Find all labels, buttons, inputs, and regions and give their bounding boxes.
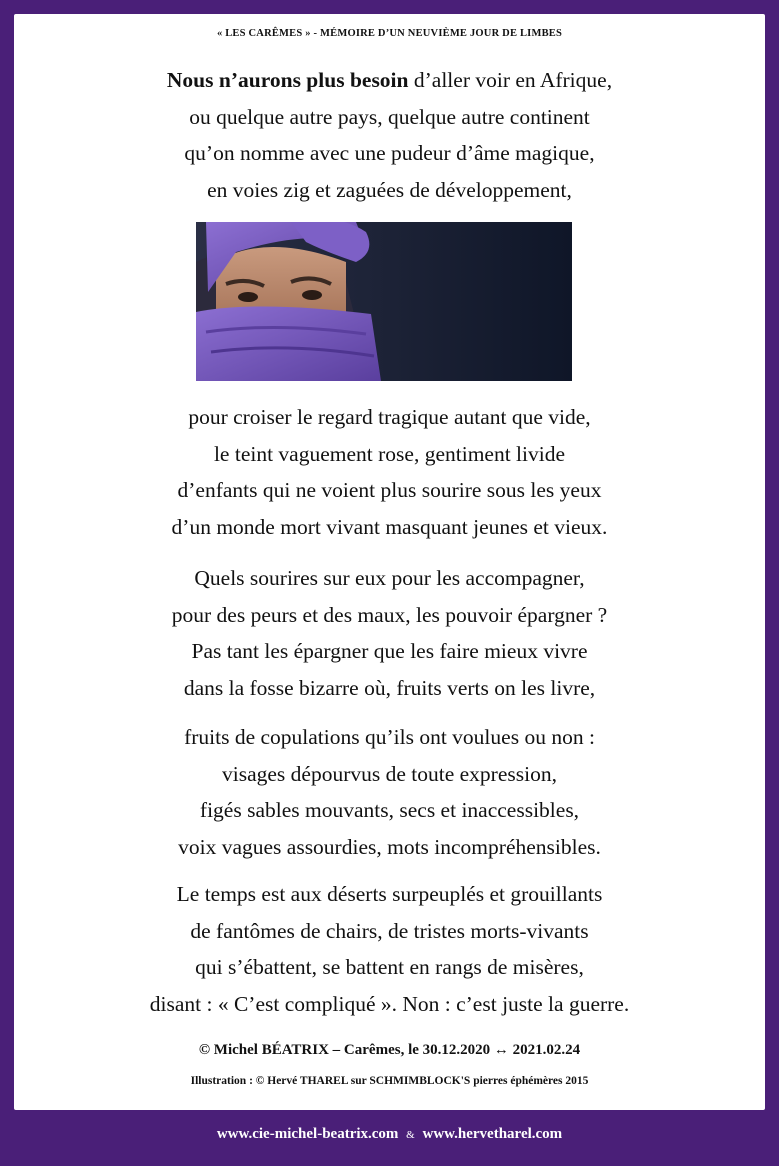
- poem-line: qu’on nomme avec une pudeur d’âme magique,: [184, 141, 595, 165]
- poem-line: en voies zig et zaguées de développement,: [207, 177, 572, 202]
- poem-card: [14, 14, 765, 1110]
- ampersand: &: [406, 1129, 415, 1141]
- poem-line: ou quelque autre pays, quelque autre continent: [189, 104, 590, 129]
- website-link-hervetharel[interactable]: www.hervetharel.com: [422, 1126, 563, 1142]
- poem-opening-rest: d’aller voir en Afrique,: [408, 68, 613, 92]
- poem-line: dans la fosse bizarre où, fruits verts on les livre,: [183, 675, 596, 700]
- copyright-line: © Michel BÉATRIX – Carêmes, le 30.12.2020 ↔ 2021.02.24: [198, 1042, 581, 1058]
- footer-links: [0, 1126, 779, 1143]
- poem-line: le teint vaguement rose, gentiment livide: [213, 441, 566, 466]
- masked-face-illustration: [196, 222, 572, 381]
- poem-line: Pas tant les épargner que les faire mieux vivre: [191, 639, 588, 663]
- poem-line: visages dépourvus de toute expression,: [222, 761, 557, 786]
- poem-line: figés sables mouvants, secs et inaccessibles,: [199, 798, 580, 822]
- stanza-4: [14, 719, 765, 865]
- illustration-photo: [196, 222, 572, 381]
- poem-line: Quels sourires sur eux pour les accompagner,: [194, 566, 585, 590]
- stanza-3: [14, 560, 765, 706]
- website-link-cie-michel-beatrix[interactable]: www.cie-michel-beatrix.com: [216, 1126, 399, 1142]
- stanza-1: [14, 62, 765, 208]
- stanza-2: [14, 399, 765, 545]
- poem-line: voix vagues assourdies, mots incompréhensibles.: [178, 834, 601, 859]
- poem-line: d’enfants qui ne voient plus sourire sous les yeux: [177, 478, 602, 502]
- illustration-credit: Illustration : © Hervé THAREL sur SCHMIMBLOCK'S pierres éphémères 2015: [190, 1075, 589, 1087]
- poem-opening-bold: Nous n’aurons plus besoin: [166, 68, 409, 92]
- poem-line: fruits de copulations qu’ils ont voulues ou non :: [184, 725, 595, 749]
- poem-line: d’un monde mort vivant masquant jeunes et vieux.: [171, 514, 608, 539]
- poem-line: pour croiser le regard tragique autant que vide,: [188, 405, 591, 429]
- poem-line: disant : « C’est compliqué ». Non : c’est juste la guerre.: [149, 991, 630, 1016]
- page-header: « LES CARÊMES » - MÉMOIRE D’UN NEUVIÈME JOUR DE LIMBES: [216, 28, 563, 39]
- poem-line: pour des peurs et des maux, les pouvoir épargner ?: [171, 602, 608, 627]
- poem-line: Le temps est aux déserts surpeuplés et grouillants: [176, 882, 603, 906]
- poem-line: qui s’ébattent, se battent en rangs de misères,: [195, 955, 584, 979]
- poem-line: [14, 62, 765, 99]
- poem-line: de fantômes de chairs, de tristes morts-vivants: [190, 918, 589, 943]
- stanza-5: [14, 876, 765, 1022]
